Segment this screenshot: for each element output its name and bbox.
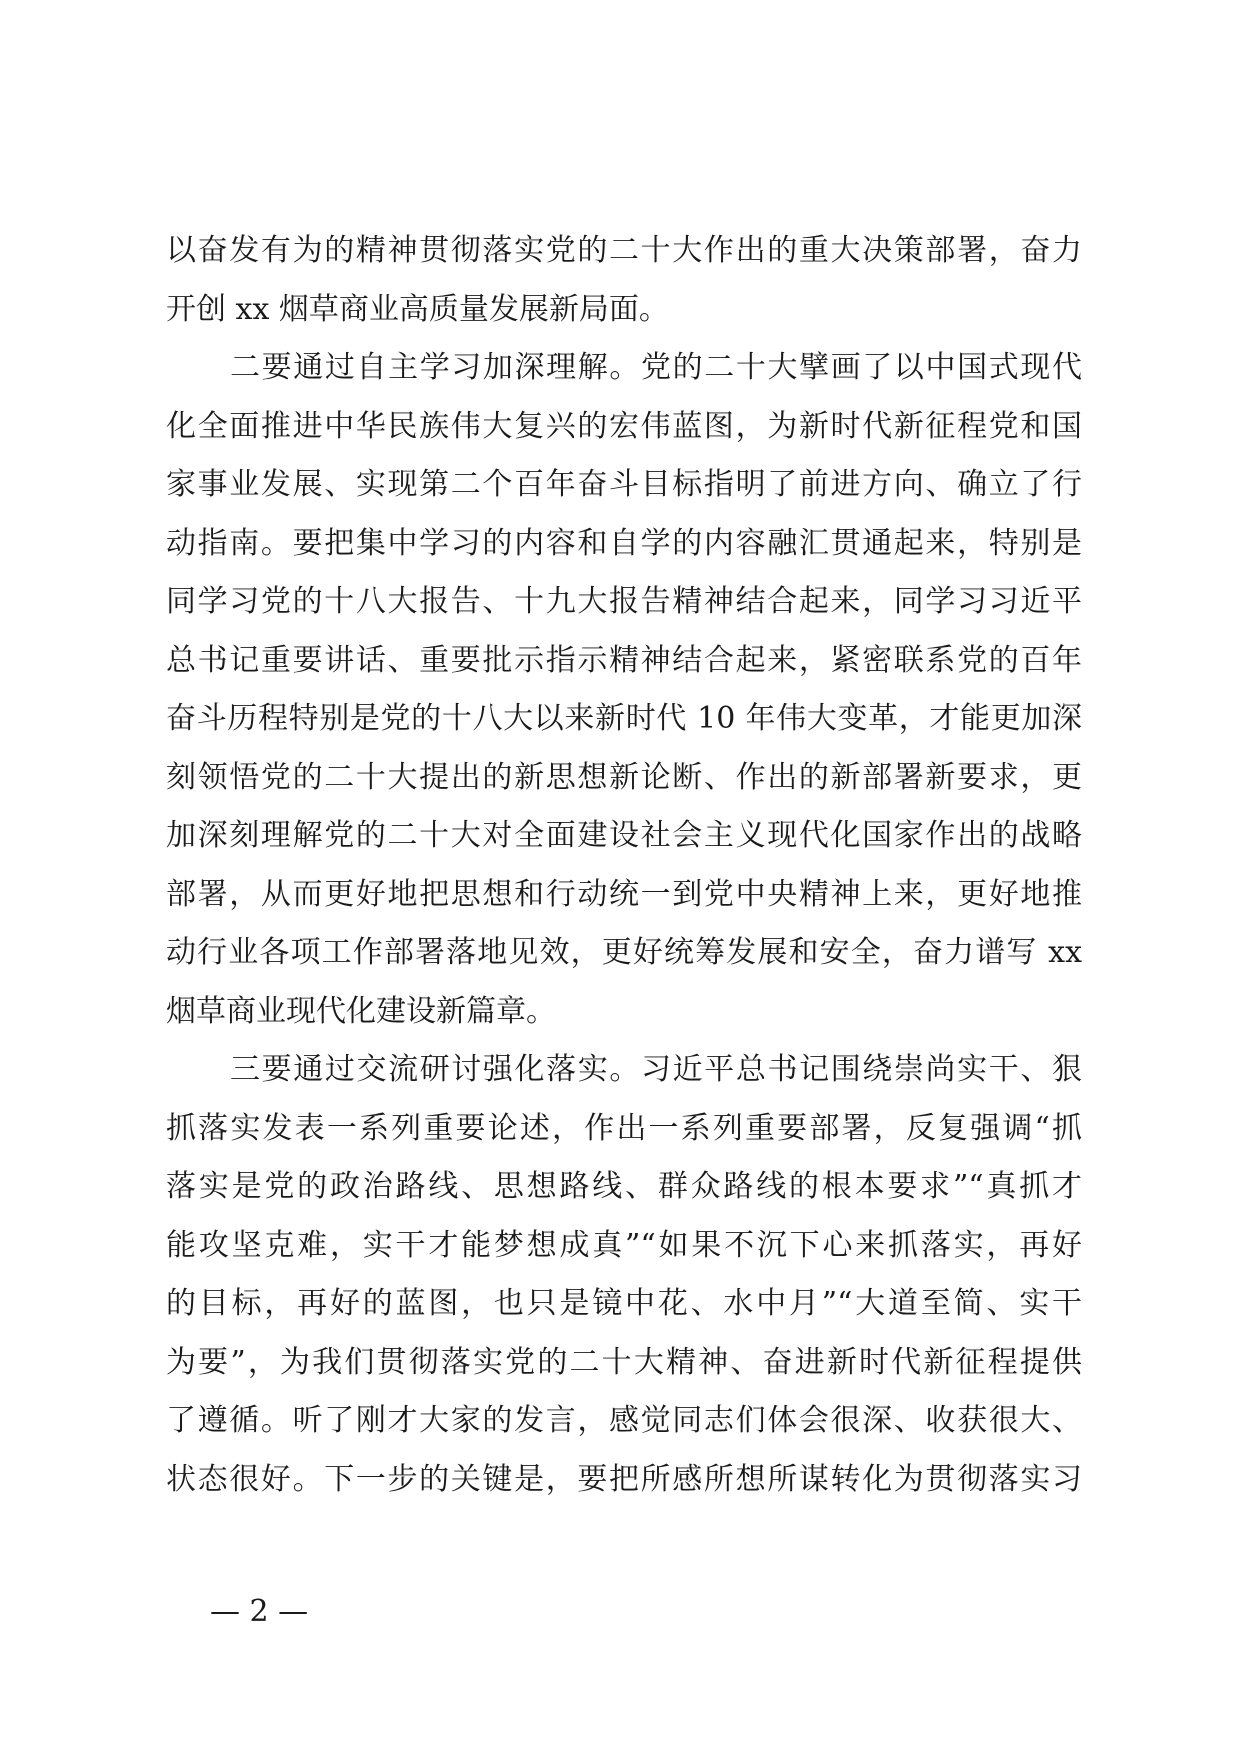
text-line: 的目标，再好的蓝图，也只是镜中花、水中月”“大道至简、实干 xyxy=(166,1286,1082,1321)
text-line: 状态很好。下一步的关键是，要把所感所想所谋转化为贯彻落实习 xyxy=(166,1461,1082,1497)
text-line: 家事业发展、实现第二个百年奋斗目标指明了前进方向、确立了行 xyxy=(166,467,1082,502)
paragraph-1 xyxy=(166,222,1082,339)
text-line: 总书记重要讲话、重要批示指示精神结合起来，紧密联系党的百年 xyxy=(166,642,1082,678)
text-line: 化全面推进中华民族伟大复兴的宏伟蓝图，为新时代新征程党和国 xyxy=(166,408,1082,444)
text-line: 同学习党的十八大报告、十九大报告精神结合起来，同学习习近平 xyxy=(166,584,1082,619)
text-line: 为要”，为我们贯彻落实党的二十大精神、奋进新时代新征程提供 xyxy=(166,1344,1082,1380)
text-line: 开创 xx 烟草商业高质量发展新局面。 xyxy=(166,291,669,327)
text-line: 以奋发有为的精神贯彻落实党的二十大作出的重大决策部署，奋力 xyxy=(166,233,1082,268)
text-line: 刻领悟党的二十大提出的新思想新论断、作出的新部署新要求，更 xyxy=(166,759,1082,795)
text-line: 动指南。要把集中学习的内容和自学的内容融汇贯通起来，特别是 xyxy=(166,525,1082,561)
text-line: 能攻坚克难，实干才能梦想成真”“如果不沉下心来抓落实，再好 xyxy=(166,1227,1082,1263)
text-line: 落实是党的政治路线、思想路线、群众路线的根本要求”“真抓才 xyxy=(166,1169,1082,1204)
paragraph-2 xyxy=(166,339,1082,1041)
text-line: 抓落实发表一系列重要论述，作出一系列重要部署，反复强调“抓 xyxy=(166,1110,1082,1146)
body-text xyxy=(166,222,1082,1509)
paragraph-3 xyxy=(166,1041,1082,1509)
text-line: 奋斗历程特别是党的十八大以来新时代 10 年伟大变革，才能更加深 xyxy=(166,701,1082,736)
text-line: 部署，从而更好地把思想和行动统一到党中央精神上来，更好地推 xyxy=(166,876,1082,912)
text-line: 动行业各项工作部署落地见效，更好统筹发展和安全，奋力谱写 xx xyxy=(166,935,1082,970)
text-line: 二要通过自主学习加深理解。党的二十大擘画了以中国式现代 xyxy=(230,350,1082,385)
text-line: 加深刻理解党的二十大对全面建设社会主义现代化国家作出的战略 xyxy=(166,818,1082,853)
page-number: — 2 — xyxy=(210,1594,309,1629)
text-line: 了遵循。听了刚才大家的发言，感觉同志们体会很深、收获很大、 xyxy=(166,1403,1082,1438)
text-line: 三要通过交流研讨强化落实。习近平总书记围绕崇尚实干、狠 xyxy=(230,1052,1082,1087)
text-line: 烟草商业现代化建设新篇章。 xyxy=(166,993,556,1029)
